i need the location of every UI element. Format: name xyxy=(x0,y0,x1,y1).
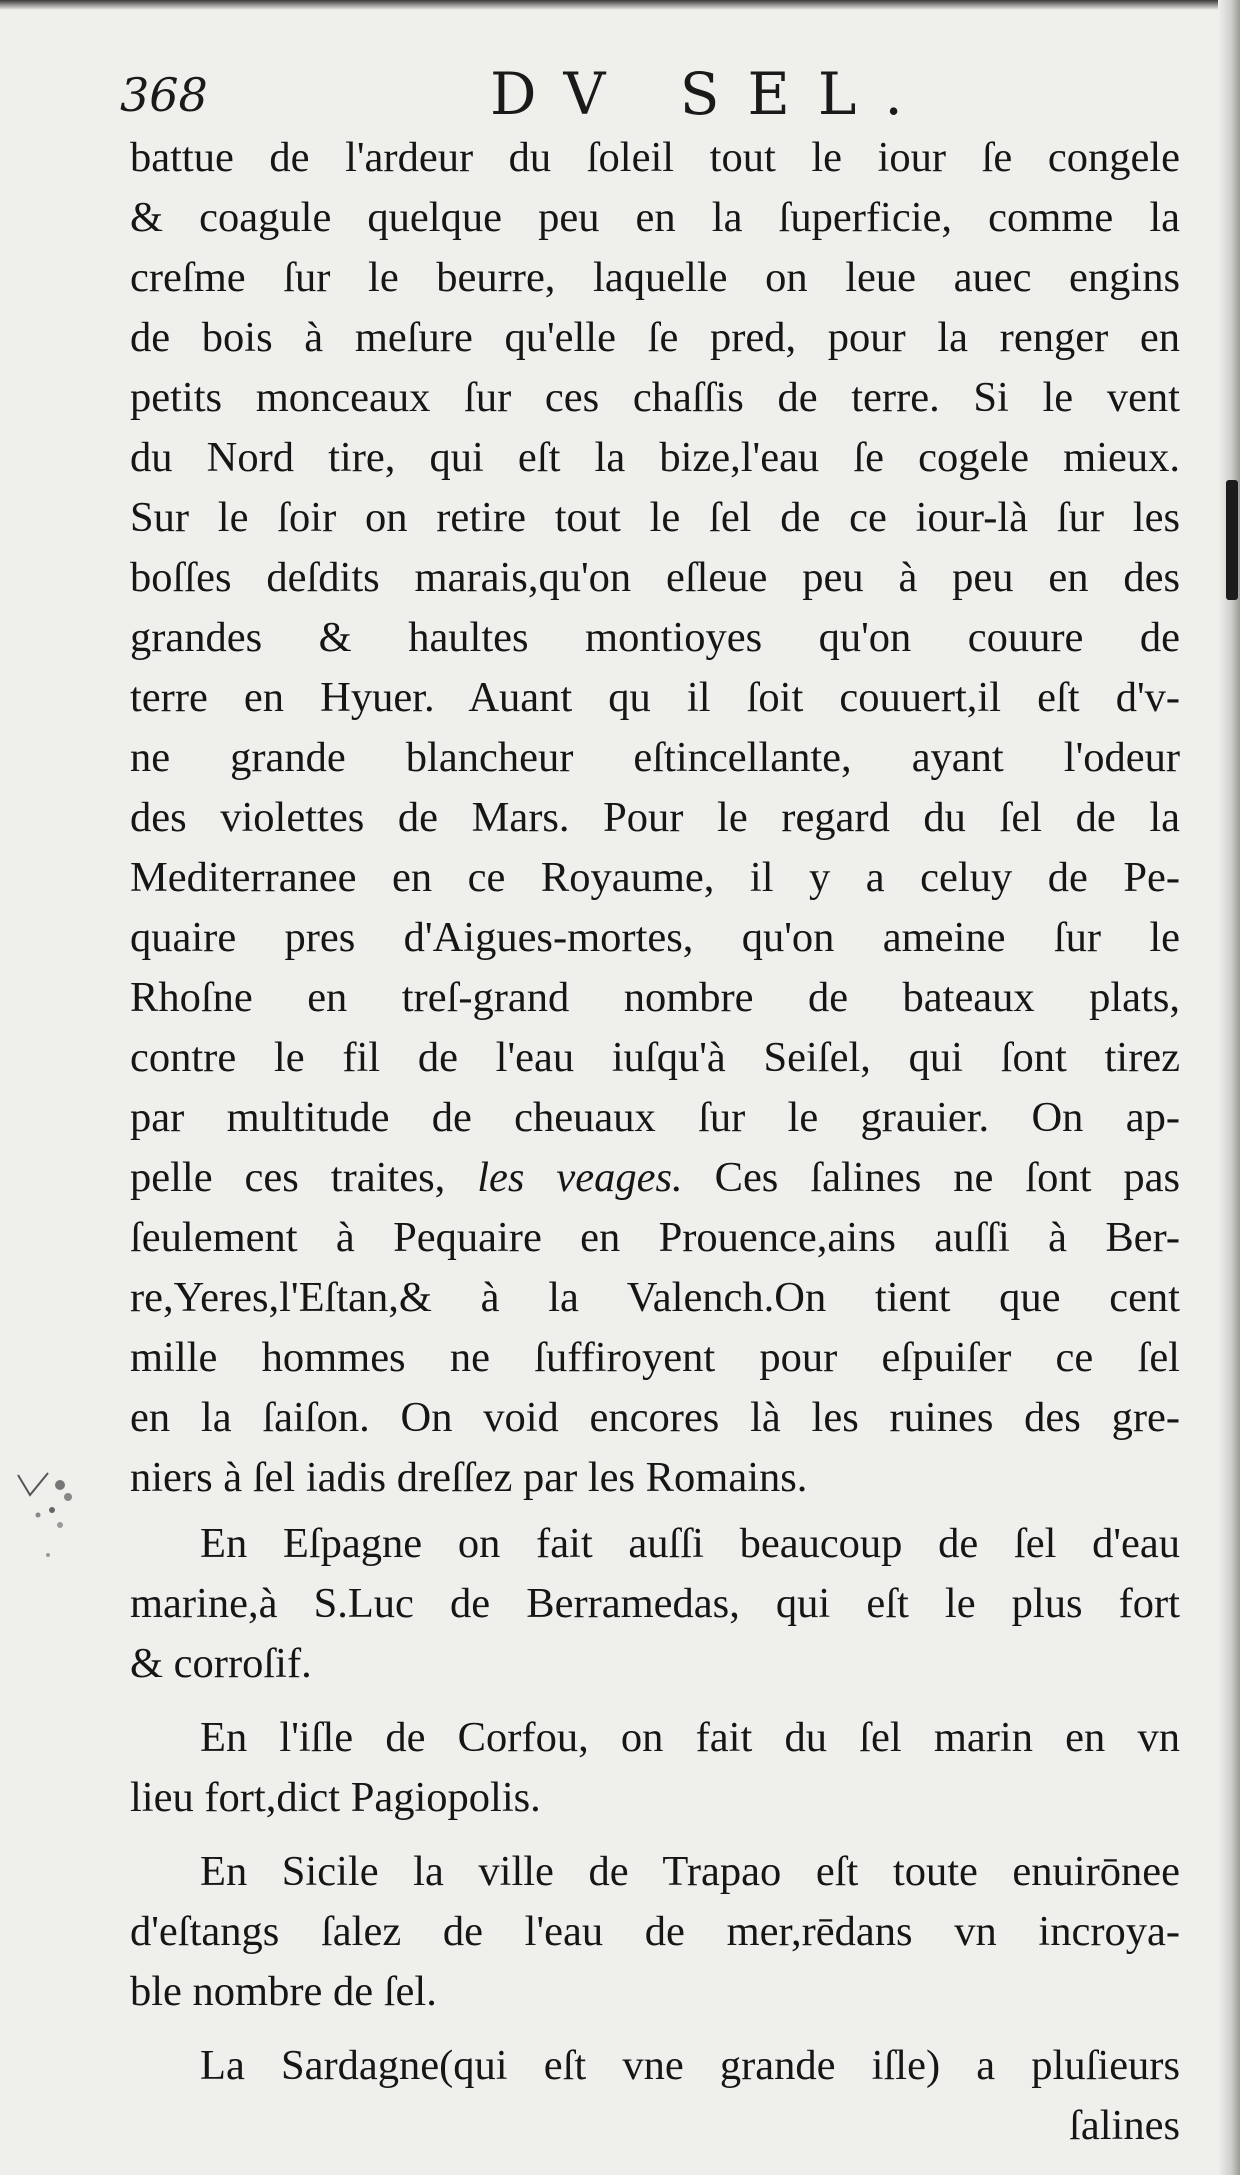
text-line: creſme ſur le beurre, laquelle on leue auec engins xyxy=(130,254,1180,301)
text-line: En Sicile la ville de Trapao eſt toute enuirōnee xyxy=(200,1848,1180,1895)
text-line: boſſes deſdits marais,qu'on eſleue peu à peu en des xyxy=(130,554,1180,601)
page-gutter-shadow xyxy=(1218,0,1240,2175)
text-line: petits monceaux ſur ces chaſſis de terre. Si le vent xyxy=(130,374,1180,421)
text-line: mille hommes ne ſuffiroyent pour eſpuiſer ce ſel xyxy=(130,1334,1180,1381)
text-line: marine,à S.Luc de Berramedas, qui eſt le plus fort xyxy=(130,1580,1180,1627)
text-line: grandes & haultes montioyes qu'on couure de xyxy=(130,614,1180,661)
text-line: en la ſaiſon. On void encores là les ruines des gre- xyxy=(130,1394,1180,1441)
page-number: 368 xyxy=(120,68,208,122)
text-line: Mediterranee en ce Royaume, il y a celuy de Pe- xyxy=(130,854,1180,901)
text-line: terre en Hyuer. Auant qu il ſoit couuert,il eſt d'v- xyxy=(130,674,1180,721)
running-head: DV SEL. xyxy=(490,60,931,128)
page-top-shadow xyxy=(0,0,1240,10)
text-line: En Eſpagne on fait auſſi beaucoup de ſel d'eau xyxy=(200,1520,1180,1567)
text-line: niers à ſel iadis dreſſez par les Romains. xyxy=(130,1454,808,1501)
text-line: de bois à meſure qu'elle ſe pred, pour la renger en xyxy=(130,314,1180,361)
body-text xyxy=(130,128,1180,2156)
text-line: Rhoſne en treſ-grand nombre de bateaux plats, xyxy=(130,974,1180,1021)
text-line: contre le fil de l'eau iuſqu'à Seiſel, qui ſont tirez xyxy=(130,1034,1180,1081)
text-segment: pelle ces traites, xyxy=(130,1154,478,1201)
text-line: & coagule quelque peu en la ſuperficie, comme la xyxy=(130,194,1180,241)
catchword: ſalines xyxy=(1069,2102,1180,2149)
text-line: re,Yeres,l'Eſtan,& à la Valench.On tient que cent xyxy=(130,1274,1180,1321)
italic-term: les veages. xyxy=(477,1154,683,1201)
text-line-with-italic xyxy=(130,1148,1180,1208)
text-line: des violettes de Mars. Pour le regard du ſel de la xyxy=(130,794,1180,841)
binding-mark xyxy=(1226,480,1238,600)
text-line: du Nord tire, qui eſt la bize,l'eau ſe cogele mieux. xyxy=(130,434,1180,481)
text-line: par multitude de cheuaux ſur le grauier. On ap- xyxy=(130,1094,1180,1141)
text-line: En l'iſle de Corfou, on fait du ſel marin en vn xyxy=(200,1714,1180,1761)
text-line: & corroſif. xyxy=(130,1640,312,1687)
text-line: Sur le ſoir on retire tout le ſel de ce iour-là ſur les xyxy=(130,494,1180,541)
text-line: battue de l'ardeur du ſoleil tout le iour ſe congele xyxy=(130,134,1180,181)
text-line: ne grande blancheur eſtincellante, ayant l'odeur xyxy=(130,734,1180,781)
text-line: d'eſtangs ſalez de l'eau de mer,rēdans vn incroya- xyxy=(130,1908,1180,1955)
text-line: ſeulement à Pequaire en Prouence,ains auſſi à Ber- xyxy=(130,1214,1180,1261)
text-line: La Sardagne(qui eſt vne grande iſle) a pluſieurs xyxy=(200,2042,1180,2089)
text-segment: Ces ſalines ne ſont pas xyxy=(682,1154,1180,1201)
text-line: lieu fort,dict Pagiopolis. xyxy=(130,1774,541,1821)
ink-specks-decoration xyxy=(8,1455,108,1575)
text-line: ble nombre de ſel. xyxy=(130,1968,437,2015)
text-line: quaire pres d'Aigues-mortes, qu'on ameine ſur le xyxy=(130,914,1180,961)
